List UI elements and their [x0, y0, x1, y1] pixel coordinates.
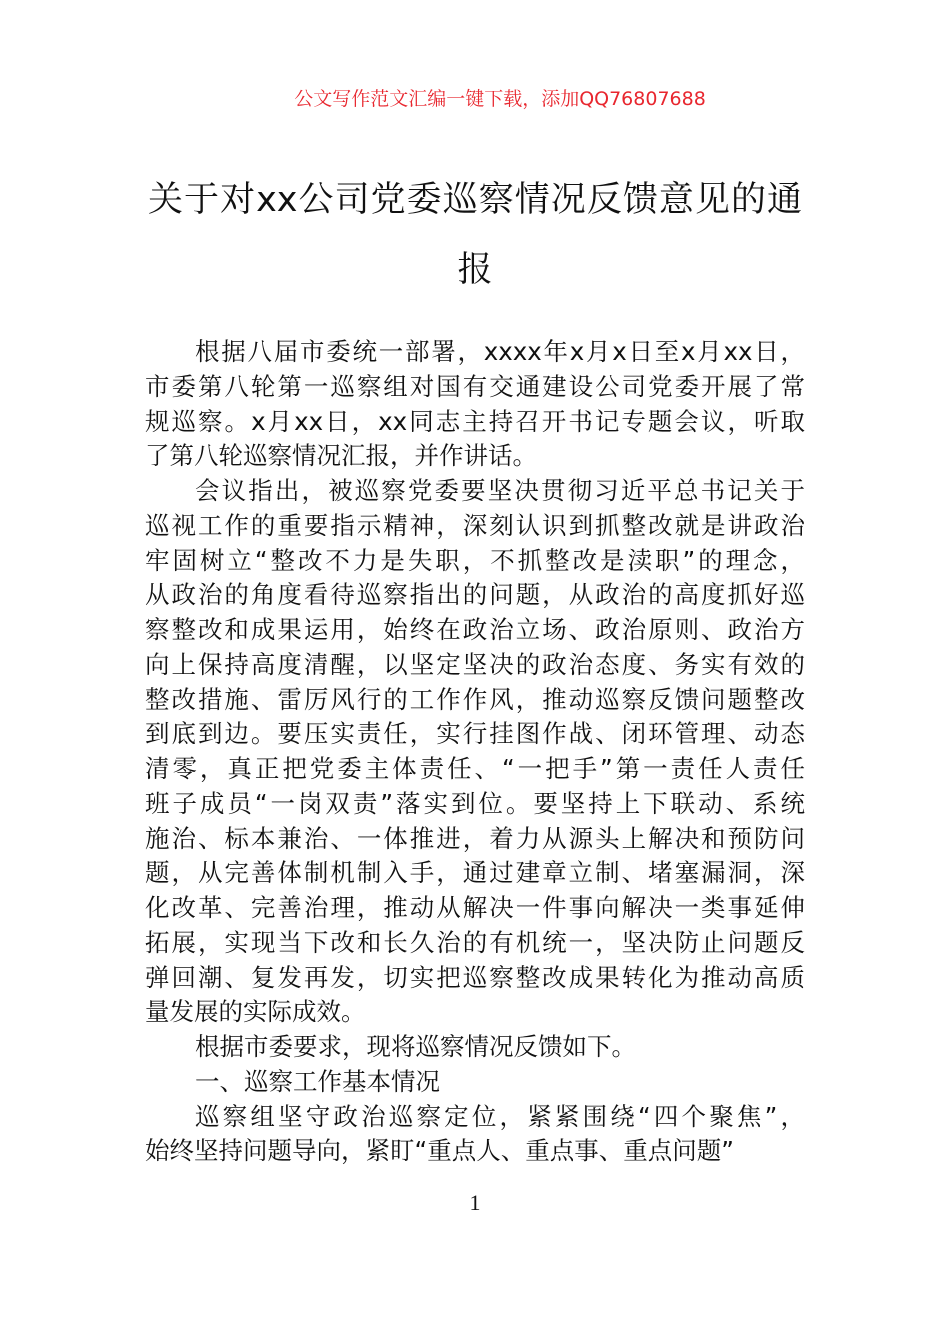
page-number: 1 — [469, 1190, 481, 1215]
paragraph-line: 牢固树立“整改不力是失职，不抓整改是渎职”的理念， — [145, 545, 805, 575]
paragraph-line: 根据八届市委统一部署，xxxx年x月x日至x月xx日， — [195, 337, 805, 366]
paragraph-line: 市委第八轮第一巡察组对国有交通建设公司党委开展了常 — [145, 371, 805, 401]
paragraph-line: 弹回潮、复发再发，切实把巡察整改成果转化为推动高质 — [145, 962, 805, 992]
paragraph-line: 题，从完善体制机制入手，通过建章立制、堵塞漏洞，深 — [145, 858, 805, 888]
document-title-line-2: 报 — [457, 250, 493, 290]
paragraph-line: 从政治的角度看待巡察指出的问题，从政治的高度抓好巡 — [145, 580, 805, 610]
paragraph-line: 拓展，实现当下改和长久治的有机统一，坚决防止问题反 — [145, 927, 805, 957]
paragraph-line: 巡视工作的重要指示精神，深刻认识到抓整改就是讲政治 — [145, 510, 805, 540]
paragraph-line: 到底到边。要压实责任，实行挂图作战、闭环管理、动态 — [145, 719, 805, 749]
paragraph-line: 清零，真正把党委主体责任、“一把手”第一责任人责任 — [145, 754, 805, 783]
paragraph-line: 了第八轮巡察情况汇报，并作讲话。 — [145, 441, 537, 471]
paragraph-line: 巡察组坚守政治巡察定位，紧紧围绕“四个聚焦”， — [195, 1101, 805, 1131]
paragraph-line: 察整改和成果运用，始终在政治立场、政治原则、政治方 — [145, 615, 805, 644]
paragraph-line: 向上保持高度清醒，以坚定坚决的政治态度、务实有效的 — [145, 649, 805, 679]
paragraph-line: 整改措施、雷厉风行的工作作风，推动巡察反馈问题整改 — [145, 684, 805, 714]
paragraph-line: 根据市委要求，现将巡察情况反馈如下。 — [195, 1032, 636, 1061]
paragraph-line: 量发展的实际成效。 — [145, 997, 366, 1027]
paragraph-line: 一、巡察工作基本情况 — [195, 1066, 440, 1096]
paragraph-line: 施治、标本兼治、一体推进，着力从源头上解决和预防问 — [145, 823, 805, 853]
paragraph-line: 会议指出，被巡察党委要坚决贯彻习近平总书记关于 — [195, 476, 805, 505]
document-title-line-1: 关于对xx公司党委巡察情况反馈意见的通 — [148, 180, 802, 220]
paragraph-line: 班子成员“一岗双责”落实到位。要坚持上下联动、系统 — [145, 788, 805, 818]
paragraph-line: 始终坚持问题导向，紧盯“重点人、重点事、重点问题” — [145, 1136, 734, 1166]
watermark-header: 公文写作范文汇编一键下载，添加QQ76807688 — [294, 88, 706, 110]
paragraph-line: 规巡察。x月xx日，xx同志主持召开书记专题会议，听取 — [145, 406, 805, 436]
paragraph-line: 化改革、完善治理，推动从解决一件事向解决一类事延伸 — [145, 893, 805, 922]
